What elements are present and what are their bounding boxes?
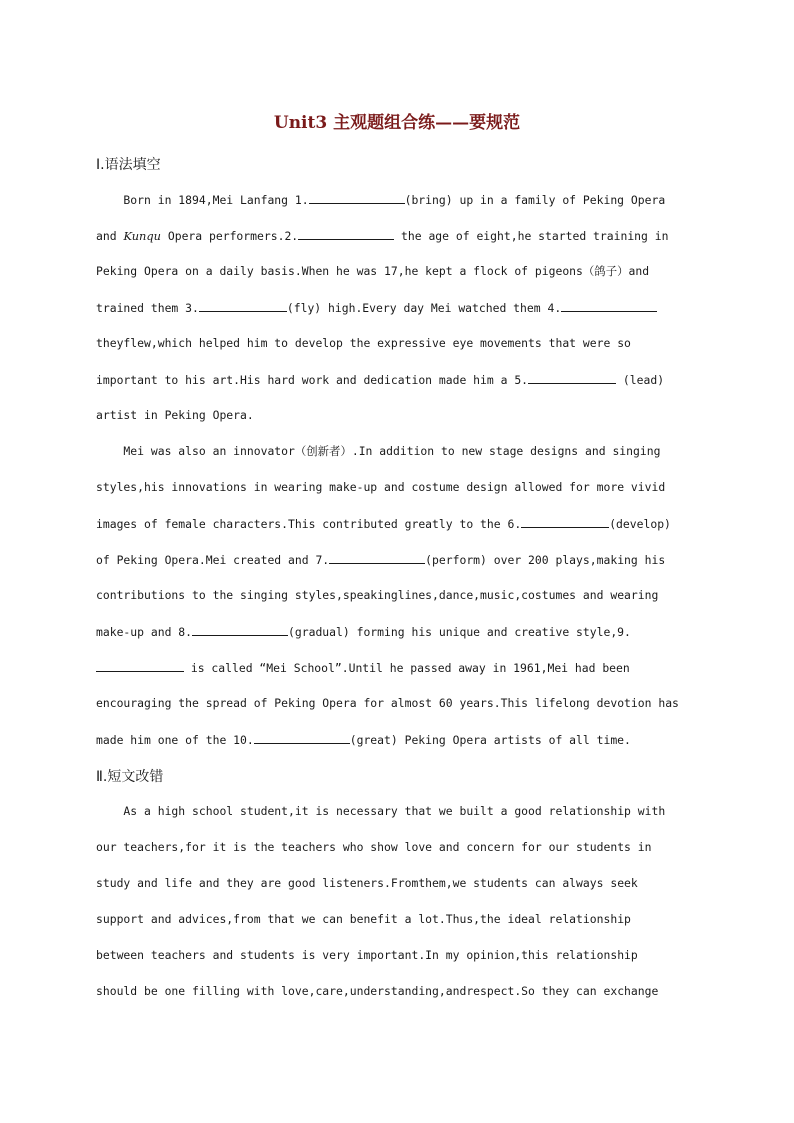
section-heading-error-correction: Ⅱ.短文改错 [96,769,164,785]
text-span: .In addition to new stage designs and singing [351,444,661,458]
cjk-gloss: （鸽子） [582,264,629,278]
blank-4[interactable] [561,299,657,312]
text-line: theyflew,which helped him to develop the expressive eye movements that were so [96,336,631,350]
text-line [96,623,631,640]
cjk-gloss: （创新者） [294,444,352,458]
text-span: Mei was also an innovator [96,444,295,458]
text-line: study and life and they are good listeners.Fromthem,we students can always seek [96,876,638,890]
text-span: Opera performers.2. [161,229,299,243]
blank-7[interactable] [329,551,425,564]
text-line [96,731,631,748]
text-line: As a high school student,it is necessary that we built a good relationship with [96,804,666,818]
page-title: Unit3 主观题组合练——要规范 [273,113,521,133]
text-line: artist in Peking Opera. [96,408,254,422]
text-line [96,659,630,676]
text-span: make-up and 8. [96,625,193,639]
text-line [96,551,665,568]
text-line: styles,his innovations in wearing make-up and costume design allowed for more vivid [96,480,666,494]
blank-9[interactable] [96,659,184,672]
text-span: and [96,229,124,243]
text-line [96,191,665,208]
text-span: (fly) high.Every day Mei watched them 4. [286,301,562,315]
text-line [96,371,664,388]
text-line [96,515,671,532]
blank-6[interactable] [521,515,609,528]
blank-8[interactable] [192,623,288,636]
text-span: of Peking Opera.Mei created and 7. [96,553,330,567]
text-span: (develop) [609,517,671,531]
text-span: the age of eight,he started training in [394,229,669,243]
text-line [96,227,668,244]
text-line [96,263,649,279]
italic-word: Kunqu [123,229,161,243]
text-span: (great) Peking Opera artists of all time. [349,733,631,747]
text-span: (perform) over 200 plays,making his [425,553,666,567]
text-line: encouraging the spread of Peking Opera for almost 60 years.This lifelong devotion has [96,696,679,710]
text-line: support and advices,from that we can benefit a lot.Thus,the ideal relationship [96,912,631,926]
text-line [96,299,657,316]
text-line: our teachers,for it is the teachers who show love and concern for our students in [96,840,652,854]
text-span: is called “Mei School”.Until he passed away in 1961,Mei had been [184,661,630,675]
text-line: between teachers and students is very important.In my opinion,this relationship [96,948,638,962]
blank-5[interactable] [528,371,616,384]
blank-1[interactable] [309,191,405,204]
text-span: images of female characters.This contributed greatly to the 6. [96,517,522,531]
text-line [96,443,660,459]
text-line: contributions to the singing styles,speakinglines,dance,music,costumes and wearing [96,588,659,602]
text-span: important to his art.His hard work and dedication made him a 5. [96,373,529,387]
text-span: made him one of the 10. [96,733,254,747]
blank-2[interactable] [298,227,394,240]
text-span: Born in 1894,Mei Lanfang 1. [96,193,309,207]
text-span: (gradual) forming his unique and creative style,9. [288,625,631,639]
text-span: Peking Opera on a daily basis.When he was 17,he kept a flock of pigeons [96,264,583,278]
section-heading-grammar: Ⅰ.语法填空 [96,157,161,173]
text-span: trained them 3. [96,301,199,315]
blank-10[interactable] [254,731,350,744]
text-span: (lead) [616,373,665,387]
text-span: (bring) up in a family of Peking Opera [404,193,666,207]
text-span: and [628,264,650,278]
blank-3[interactable] [199,299,287,312]
text-line: should be one filling with love,care,understanding,andrespect.So they can exchange [96,984,659,998]
